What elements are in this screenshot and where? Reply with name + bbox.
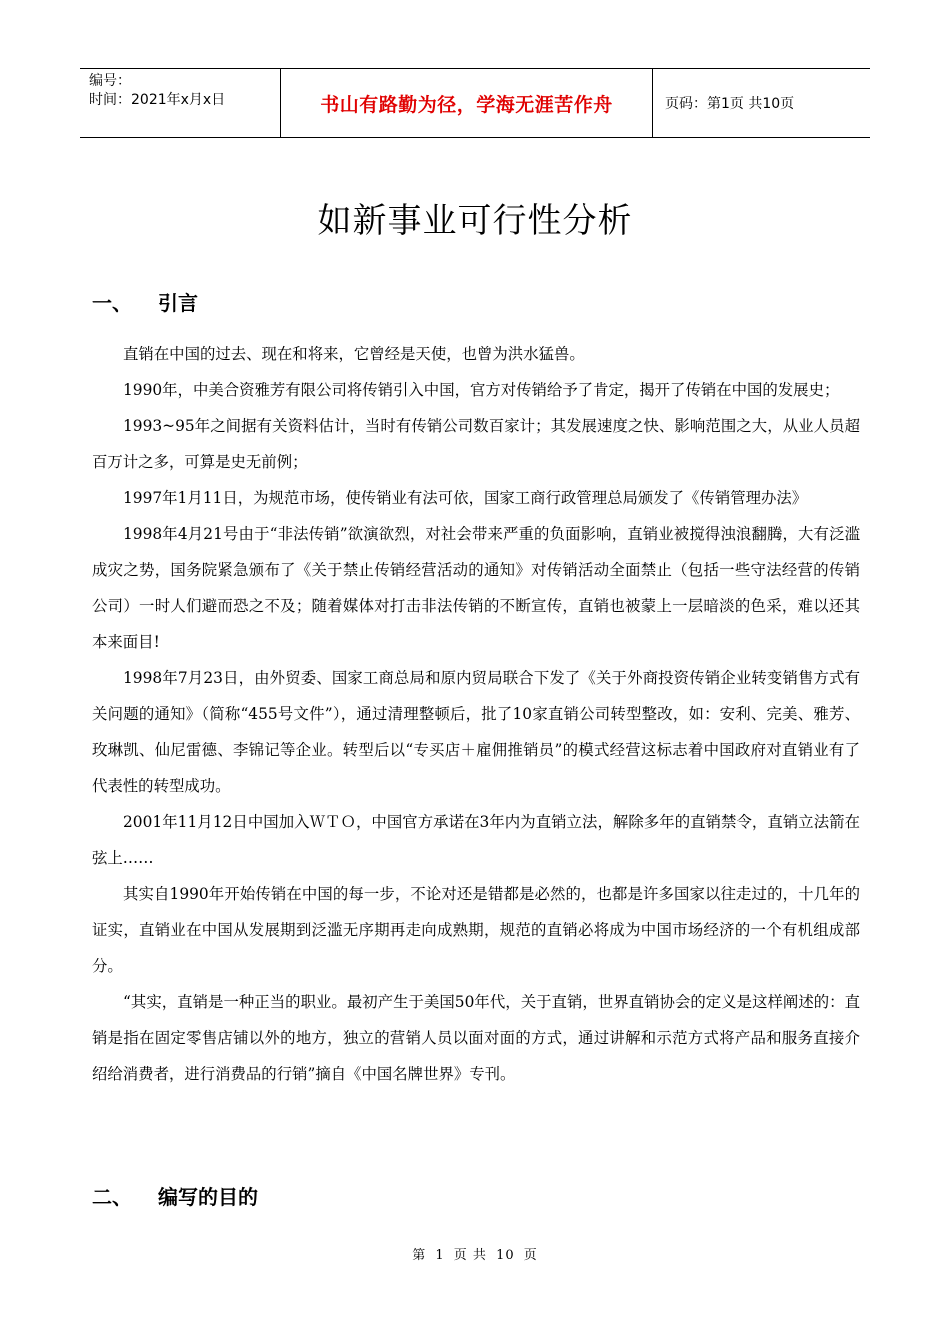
- paragraph: 直销在中国的过去、现在和将来，它曾经是天使，也曾为洪水猛兽。: [123, 345, 585, 363]
- body-text: [92, 336, 860, 1092]
- footer-middle: 页 共: [453, 1248, 487, 1263]
- header-table: [80, 68, 870, 138]
- paragraph: 1998年7月23日，由外贸委、国家工商总局和原内贸局联合下发了《关于外商投资传销企业转变销售方式有关问题的通知》（简称“455号文件”），通过清理整顿后，批了10家直销公司转型整改，如：安利、完美、雅芳、玫琳凯、仙尼雷德、李锦记等企业。转型后以“专买店＋雇佣推销员”的模式经营这标志着中国政府对直销业有了代表性的转型成功。: [92, 669, 860, 795]
- paragraph: 1990年，中美合资雅芳有限公司将传销引入中国，官方对传销给予了肯定，揭开了传销在中国的发展史；: [123, 381, 840, 399]
- footer-page-number: 1: [435, 1248, 445, 1263]
- section-number: 二、: [92, 1185, 132, 1209]
- section-heading-1: [92, 287, 198, 316]
- document-date-label: 时间：2021年x月x日: [89, 92, 226, 108]
- paragraph: 1998年4月21号由于“非法传销”欲演欲烈，对社会带来严重的负面影响，直销业被搅得浊浪翻腾，大有泛滥成灾之势，国务院紧急颁布了《关于禁止传销经营活动的通知》对传销活动全面禁止（包括一些守法经营的传销公司）一时人们避而恐之不及；随着媒体对打击非法传销的不断宣传，直销也被蒙上一层暗淡的色采，难以还其本来面目!: [92, 525, 860, 651]
- document-number-label: 编号：: [89, 73, 131, 89]
- paragraph: 2001年11月12日中国加入ＷＴＯ，中国官方承诺在3年内为直销立法，解除多年的直销禁令，直销立法箭在弦上……: [92, 813, 860, 867]
- footer-suffix: 页: [523, 1248, 538, 1263]
- footer-prefix: 第: [412, 1248, 427, 1263]
- section-title: 引言: [158, 291, 198, 315]
- section-title: 编写的目的: [158, 1185, 258, 1209]
- paragraph: “其实，直销是一种正当的职业。最初产生于美国50年代，关于直销，世界直销协会的定义是这样阐述的：直销是指在固定零售店铺以外的地方，独立的营销人员以面对面的方式，通过讲解和示范方式将产品和服务直接介绍给消费者，进行消费品的行销”摘自《中国名牌世界》专刊。: [92, 993, 860, 1083]
- page-footer: [0, 1244, 950, 1263]
- footer-total-pages: 10: [496, 1248, 515, 1263]
- paragraph: 1993~95年之间据有关资料估计，当时有传销公司数百家计；其发展速度之快、影响范围之大，从业人员超百万计之多，可算是史无前例；: [92, 417, 860, 471]
- section-heading-2: [92, 1181, 258, 1210]
- paragraph: 1997年1月11日，为规范市场，使传销业有法可依，国家工商行政管理总局颁发了《传销管理办法》: [123, 489, 808, 507]
- section-number: 一、: [92, 291, 132, 315]
- header-motto: 书山有路勤为径，学海无涯苦作舟: [281, 69, 653, 137]
- header-meta-cell: [80, 69, 281, 137]
- paragraph: 其实自1990年开始传销在中国的每一步，不论对还是错都是必然的，也都是许多国家以往走过的，十几年的证实，直销业在中国从发展期到泛滥无序期再走向成熟期，规范的直销必将成为中国市场经济的一个有机组成部分。: [92, 885, 860, 975]
- header-page-info: 页码：第1页 共10页: [665, 96, 795, 112]
- document-title: 如新事业可行性分析: [317, 200, 633, 241]
